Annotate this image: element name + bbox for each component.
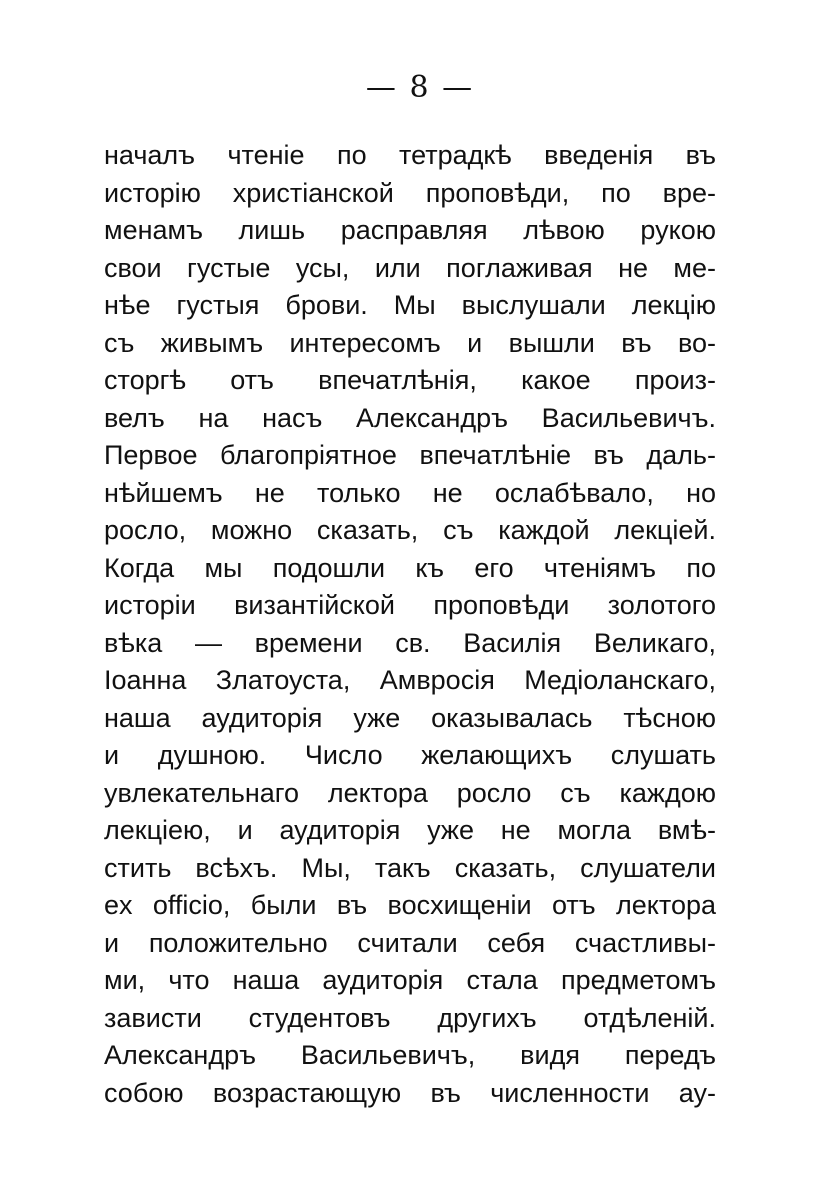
text-line: менамъ лишь расправляя лѣвою рукою: [104, 215, 716, 245]
text-line: нѣйшемъ не только не ослабѣвало, но: [104, 477, 716, 508]
page-number: — 8 —: [365, 70, 475, 105]
text-line: сторгѣ отъ впечатлѣнія, какое произ-: [104, 365, 716, 395]
text-line: началъ чтеніе по тетрадкѣ введенія въ: [104, 140, 716, 170]
text-line: Первое благопріятное впечатлѣніе въ даль-: [104, 440, 716, 470]
text-line: свои густые усы, или поглаживая не ме-: [104, 252, 716, 283]
text-line: исторіи византійской проповѣди золотого: [104, 590, 716, 620]
text-line: съ живымъ интересомъ и вышли въ во-: [104, 327, 716, 358]
text-line: стить всѣхъ. Мы, такъ сказать, слушатели: [104, 852, 716, 883]
text-line: ex officio, были въ восхищеніи отъ лектора: [104, 890, 716, 920]
text-line: увлекательнаго лектора росло съ каждою: [104, 777, 716, 808]
text-line: росло, можно сказать, съ каждой лекціей.: [104, 515, 716, 545]
text-line: Когда мы подошли къ его чтеніямъ по: [104, 552, 716, 583]
text-line: лекціею, и аудиторія уже не могла вмѣ-: [104, 815, 716, 845]
text-line: и положительно считали себя счастливы-: [104, 927, 716, 958]
text-line: Іоанна Златоуста, Амвросія Медіоланскаго,: [104, 665, 716, 695]
text-line: ми, что наша аудиторія стала предметомъ: [104, 965, 716, 995]
body-text: [104, 137, 716, 1112]
text-line: и душною. Число желающихъ слушать: [104, 740, 716, 770]
text-line: наша аудиторія уже оказывалась тѣсною: [104, 702, 716, 733]
text-line: нѣе густыя брови. Мы выслушали лекцію: [104, 290, 716, 320]
text-line: велъ на насъ Александръ Васильевичъ.: [104, 402, 716, 433]
text-line: Александръ Васильевичъ, видя передъ: [104, 1040, 716, 1070]
text-line: зависти студентовъ другихъ отдѣленій.: [104, 1002, 716, 1033]
text-line: вѣка — времени св. Василія Великаго,: [104, 627, 716, 658]
text-line: исторію христіанской проповѣди, по вре-: [104, 177, 716, 208]
text-line: собою возрастающую въ численности ау-: [104, 1077, 716, 1108]
